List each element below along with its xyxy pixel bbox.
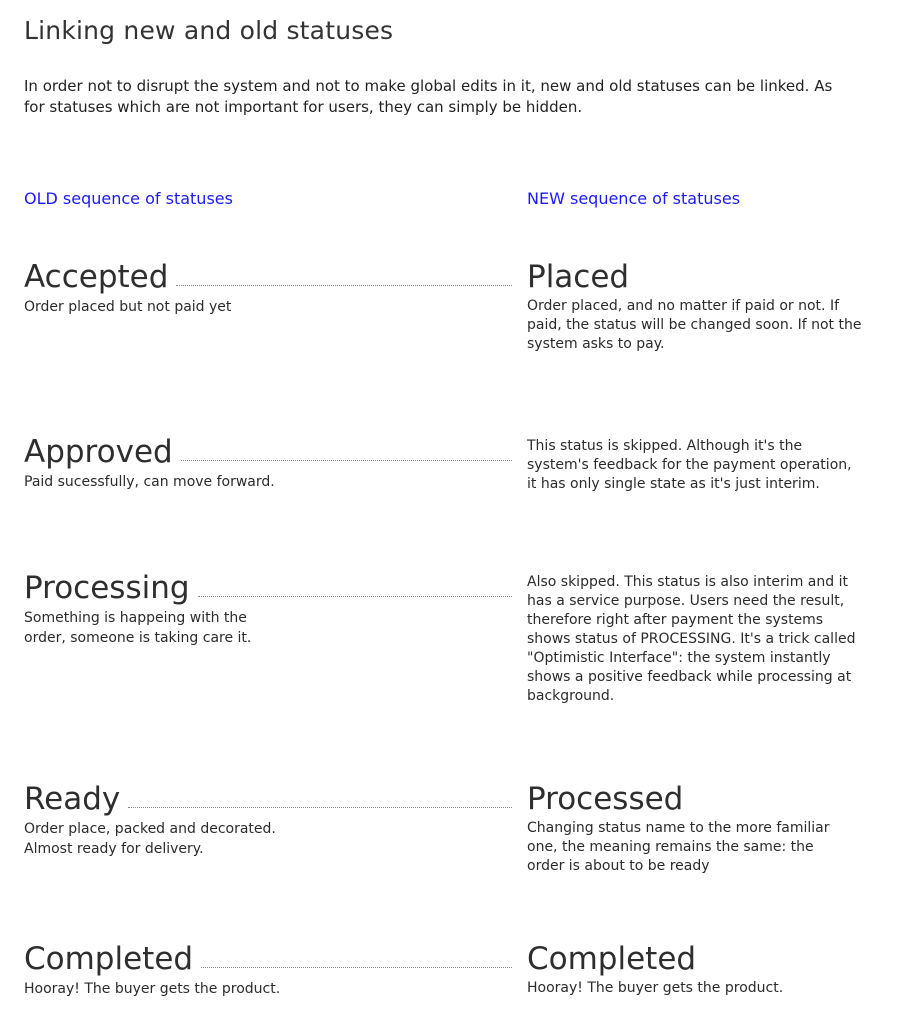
old-status-description: Hooray! The buyer gets the product.: [24, 981, 281, 997]
old-status-ready: [24, 781, 512, 859]
old-status-description: Order place, packed and decorated. Almost ready for delivery.: [24, 821, 276, 857]
old-status-processing: [24, 570, 512, 648]
new-status-description: Changing status name to the more familiar one, the meaning remains the same: the order is about to be ready: [527, 820, 830, 874]
old-status-approved: [24, 434, 512, 492]
dotted-leader-line: [176, 285, 512, 286]
dotted-leader-line: [198, 596, 512, 597]
page-title: Linking new and old statuses: [24, 16, 394, 45]
dotted-leader-line: [201, 967, 512, 968]
old-status-name: Approved: [24, 434, 173, 470]
old-sequence-heading: OLD sequence of statuses: [24, 189, 233, 208]
dotted-leader-line: [128, 807, 512, 808]
new-status-placed: [527, 259, 872, 354]
new-status-completed: [527, 941, 872, 998]
old-status-name: Ready: [24, 781, 121, 817]
new-status-name: Processed: [527, 781, 684, 817]
dotted-leader-line: [181, 460, 512, 461]
new-status-description: Also skipped. This status is also interim and it has a service purpose. Users need the result, therefore right after payment the systems shows status of PROCESSING. It's a trick called "Optimistic Interface": the system instantly shows a positive feedback while processing at background.: [527, 574, 856, 704]
old-status-accepted: [24, 259, 512, 317]
old-status-description: Order placed but not paid yet: [24, 299, 232, 315]
new-status-skipped-processing: [527, 571, 872, 706]
new-status-skipped-approved: [527, 435, 872, 494]
old-status-description: Paid sucessfully, can move forward.: [24, 474, 275, 490]
new-status-name: Placed: [527, 259, 630, 295]
new-status-description: This status is skipped. Although it's the system's feedback for the payment operation, it has only single state as it's just interim.: [527, 438, 852, 492]
new-status-processed: [527, 781, 872, 876]
old-status-name: Processing: [24, 570, 190, 606]
new-status-description: Hooray! The buyer gets the product.: [527, 980, 784, 996]
new-sequence-heading: NEW sequence of statuses: [527, 189, 741, 208]
intro-paragraph: In order not to disrupt the system and not to make global edits in it, new and old statuses can be linked. As for statuses which are not important for users, they can simply be hidden.: [24, 77, 833, 116]
old-status-name: Completed: [24, 941, 194, 977]
old-status-name: Accepted: [24, 259, 169, 295]
old-status-completed: [24, 941, 512, 999]
new-status-description: Order placed, and no matter if paid or not. If paid, the status will be changed soon. If not the system asks to pay.: [527, 298, 862, 352]
old-status-description: Something is happeing with the order, someone is taking care it.: [24, 610, 252, 646]
new-status-name: Completed: [527, 941, 697, 977]
